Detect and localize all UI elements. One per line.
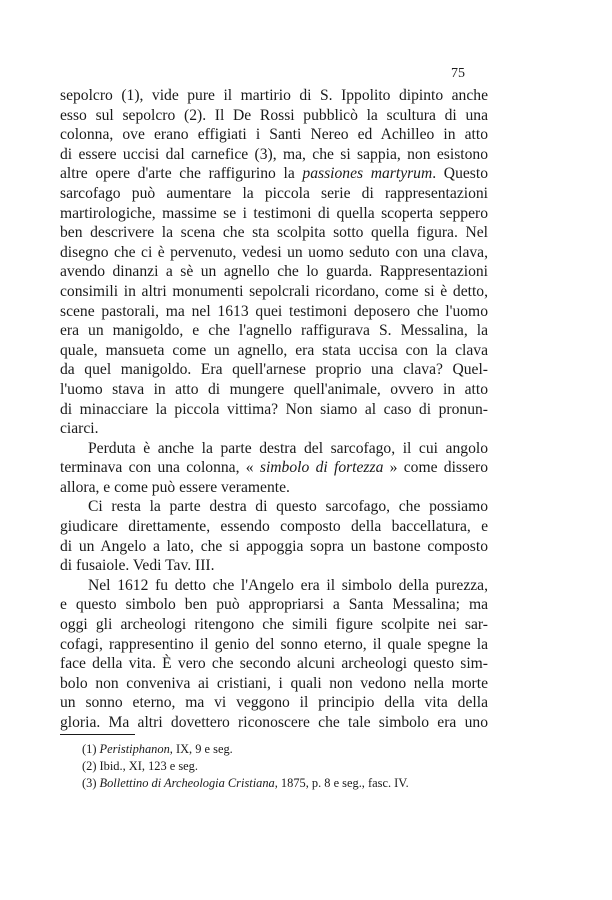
text-line: cofagi, rappresentino il genio del sonno eterno, il quale spegne la	[60, 635, 488, 653]
text-line: giudicare direttamente, essendo composto della baccellatura, e	[60, 518, 488, 536]
text-line: consimili in altri monumenti sepolcrali ricordano, come si è detto,	[60, 282, 488, 300]
text-line: da quel manigoldo. Era quell'arnese proprio una clava? Quel-	[60, 361, 488, 379]
footnote: (2) Ibid., XI, 123 e seg.	[82, 759, 198, 773]
text-line: l'uomo stava in atto di mungere quell'animale, ovvero in atto	[60, 380, 488, 398]
footnote: (1) Peristiphanon, IX, 9 e seg.	[82, 742, 233, 756]
text-line: terminava con una colonna, « simbolo di fortezza » come dissero	[60, 459, 488, 477]
text-line: oggi gli archeologi ritengono che simili figure scolpite nei sar-	[60, 616, 488, 634]
text-line: esso sul sepolcro (2). Il De Rossi pubblicò la scultura di una	[60, 106, 488, 124]
text-line: scene pastorali, ma nel 1613 quei testimoni deposero che l'uomo	[60, 302, 488, 320]
text-line: quale, mansueta come un agnello, era stata uccisa con la clava	[60, 341, 488, 359]
text-line: martirologiche, massime se i testimoni di quella scoperta seppero	[60, 204, 488, 222]
italic-quote: simbolo di fortezza	[259, 459, 384, 477]
text-line: disegno che ci è pervenuto, vedesi un uomo seduto con una clava,	[60, 243, 488, 261]
footnote-divider	[60, 734, 135, 735]
italic-title: passiones martyrum	[302, 165, 433, 183]
text-line: colonna, ove erano effigiati i Santi Nereo ed Achilleo in atto	[60, 126, 488, 144]
page-number: 75	[451, 66, 465, 81]
text-line: di un Angelo a lato, che si appoggia sopra un bastone composto	[60, 537, 488, 555]
text-line: era un manigoldo, e che l'agnello raffigurava S. Messalina, la	[60, 322, 488, 340]
text-line: avendo dinanzi a sè un agnello che lo guarda. Rappresentazioni	[60, 263, 488, 281]
text-line: altre opere d'arte che raffigurino la passiones martyrum. Questo	[60, 165, 488, 183]
footnote: (3) Bollettino di Archeologia Cristiana, 1875, p. 8 e seg., fasc. IV.	[82, 776, 409, 790]
body-text	[60, 86, 488, 733]
footnote-source-title: Peristiphanon	[99, 742, 170, 756]
text-line: Perduta è anche la parte destra del sarcofago, il cui angolo	[88, 439, 488, 457]
text-line: allora, e come può essere veramente.	[60, 478, 290, 496]
text-line: gloria. Ma altri dovettero riconoscere che tale simbolo era uno	[60, 714, 488, 731]
text-line: Nel 1612 fu detto che l'Angelo era il simbolo della purezza,	[88, 576, 488, 594]
text-line: bolo non conveniva ai cristiani, i quali non vedono nella morte	[60, 674, 488, 692]
footnote-source-title: Bollettino di Archeologia Cristiana	[99, 776, 275, 790]
text-line: sepolcro (1), vide pure il martirio di S. Ippolito dipinto anche	[60, 87, 488, 104]
text-line: di fusaiole. Vedi Tav. III.	[60, 557, 215, 575]
text-line: di minacciare la piccola vittima? Non siamo al caso di pronun-	[60, 400, 488, 418]
text-line: e questo simbolo ben può appropriarsi a Santa Messalina; ma	[60, 596, 488, 614]
text-line: ciarci.	[60, 420, 99, 438]
text-line: ben descrivere la scena che sta scolpita sotto quella figura. Nel	[60, 224, 488, 242]
text-line: un sonno eterno, ma vi veggono il principio della vita della	[60, 694, 488, 712]
footnotes	[60, 734, 490, 792]
text-line: face della vita. È vero che secondo alcuni archeologi questo sim-	[60, 655, 488, 673]
text-line: Ci resta la parte destra di questo sarcofago, che possiamo	[88, 498, 488, 516]
text-line: di essere uccisi dal carnefice (3), ma, che si sappia, non esistono	[60, 145, 488, 163]
text-line: sarcofago può aumentare la piccola serie di rappresentazioni	[60, 184, 488, 202]
